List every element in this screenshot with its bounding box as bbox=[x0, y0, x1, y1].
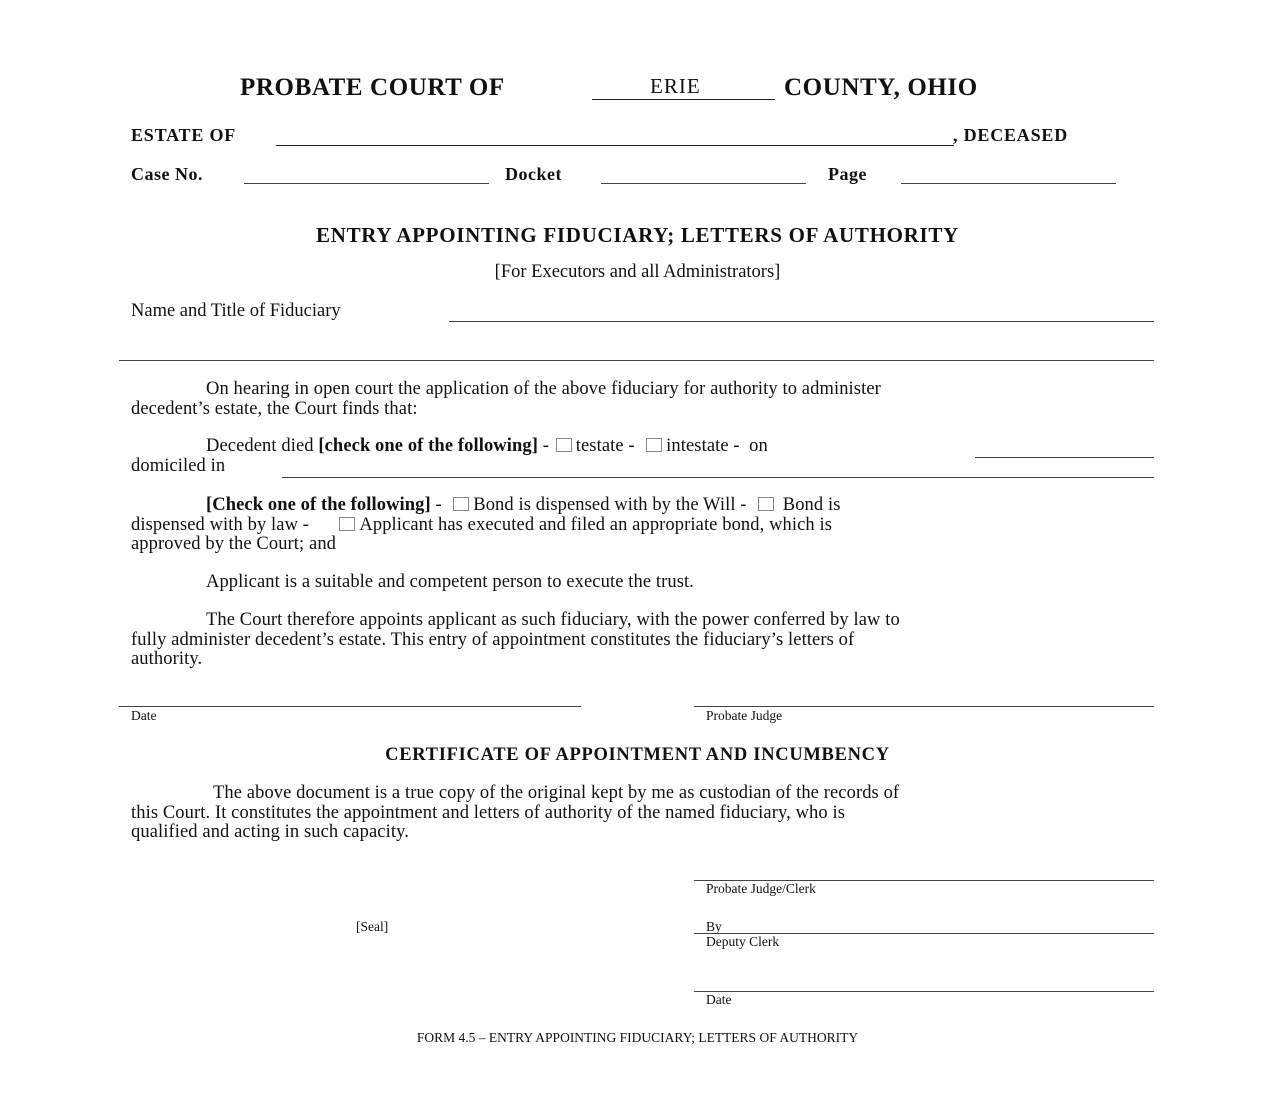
court-title bbox=[240, 74, 505, 102]
county-value: ERIE bbox=[650, 74, 701, 98]
fiduciary-label: Name and Title of Fiduciary bbox=[131, 301, 341, 321]
page-label: Page bbox=[828, 164, 867, 184]
form-footer: FORM 4.5 – ENTRY APPOINTING FIDUCIARY; LETTERS OF AUTHORITY bbox=[416, 1030, 859, 1045]
judge-clerk-label: Probate Judge/Clerk bbox=[706, 881, 816, 896]
page-field[interactable] bbox=[901, 183, 1116, 184]
case-no-field[interactable] bbox=[244, 183, 489, 184]
court-prefix: PROBATE COURT OF bbox=[240, 74, 505, 101]
dispensed-law-label: dispensed with by law - bbox=[131, 514, 310, 535]
domicile-field[interactable] bbox=[282, 477, 1154, 478]
domiciled-label: domiciled in bbox=[131, 456, 226, 476]
certificate-title: CERTIFICATE OF APPOINTMENT AND INCUMBENCY bbox=[385, 745, 890, 765]
court-suffix: COUNTY, OHIO bbox=[784, 74, 978, 101]
certificate-date-line[interactable] bbox=[694, 991, 1154, 992]
bond-is-label: Bond is bbox=[782, 495, 841, 515]
appoint-line-3: authority. bbox=[131, 649, 203, 669]
county-field-line[interactable] bbox=[592, 99, 775, 100]
bond-dash: - bbox=[435, 495, 442, 515]
docket-label: Docket bbox=[505, 164, 562, 184]
death-date-field[interactable] bbox=[975, 457, 1154, 458]
by-label: By bbox=[706, 919, 722, 934]
certificate-date-label: Date bbox=[706, 992, 732, 1007]
docket-field[interactable] bbox=[601, 183, 806, 184]
certificate-line-1: The above document is a true copy of the original kept by me as custodian of the records of bbox=[213, 783, 900, 803]
probate-judge-label: Probate Judge bbox=[706, 708, 783, 723]
intestate-checkbox[interactable] bbox=[646, 438, 662, 452]
bond-will-label: Bond is dispensed with by the Will - bbox=[473, 495, 747, 515]
applicant-bond-label: Applicant has executed and filed an appropriate bond, which is bbox=[359, 514, 833, 535]
died-prefix: Decedent died bbox=[206, 436, 314, 456]
intestate-label: intestate - bbox=[666, 436, 740, 456]
check-one-bond-instruction: [Check one of the following] bbox=[206, 495, 431, 515]
entry-date-signature-line[interactable] bbox=[119, 706, 581, 707]
estate-name-field[interactable] bbox=[276, 145, 954, 146]
intro-line-2: decedent’s estate, the Court finds that: bbox=[131, 398, 418, 419]
appoint-line-2: fully administer decedent’s estate. This entry of appointment constitutes the fiduciary’s letters of bbox=[131, 629, 855, 650]
seal-label: [Seal] bbox=[356, 919, 389, 934]
on-label: on bbox=[749, 436, 768, 456]
certificate-paragraph bbox=[131, 784, 899, 843]
decedent-died-row bbox=[131, 437, 768, 457]
fiduciary-field[interactable] bbox=[449, 321, 1154, 322]
certificate-line-2: this Court. It constitutes the appointment and letters of authority of the named fiduciary, who is bbox=[131, 802, 846, 823]
entry-title: ENTRY APPOINTING FIDUCIARY; LETTERS OF AUTHORITY bbox=[316, 223, 959, 247]
certificate-line-3: qualified and acting in such capacity. bbox=[131, 822, 409, 842]
appoint-paragraph bbox=[131, 611, 900, 670]
entry-date-label: Date bbox=[131, 708, 157, 723]
bond-paragraph bbox=[131, 496, 841, 555]
probate-judge-signature-line[interactable] bbox=[694, 706, 1154, 707]
testate-checkbox[interactable] bbox=[556, 438, 572, 452]
dash: - bbox=[542, 436, 549, 456]
bond-law-checkbox[interactable] bbox=[758, 497, 774, 511]
case-no-label: Case No. bbox=[131, 164, 203, 184]
bond-will-checkbox[interactable] bbox=[453, 497, 469, 511]
check-one-instruction: [check one of the following] bbox=[318, 436, 538, 456]
deceased-label: , DECEASED bbox=[953, 125, 1069, 145]
intro-line-1: On hearing in open court the application of the above fiduciary for authority to administer bbox=[206, 379, 881, 399]
appoint-line-1: The Court therefore appoints applicant as such fiduciary, with the power conferred by law to bbox=[206, 610, 900, 630]
testate-label: testate - bbox=[575, 436, 635, 456]
entry-subtitle: [For Executors and all Administrators] bbox=[494, 262, 781, 282]
applicant-bond-checkbox[interactable] bbox=[339, 517, 355, 531]
suitable-text: Applicant is a suitable and competent person to execute the trust. bbox=[206, 572, 694, 592]
intro-paragraph bbox=[131, 380, 881, 419]
deputy-clerk-label: Deputy Clerk bbox=[706, 934, 780, 949]
section-divider bbox=[119, 360, 1154, 361]
approved-label: approved by the Court; and bbox=[131, 534, 337, 554]
estate-label: ESTATE OF bbox=[131, 125, 237, 145]
suitable-paragraph bbox=[131, 573, 694, 593]
